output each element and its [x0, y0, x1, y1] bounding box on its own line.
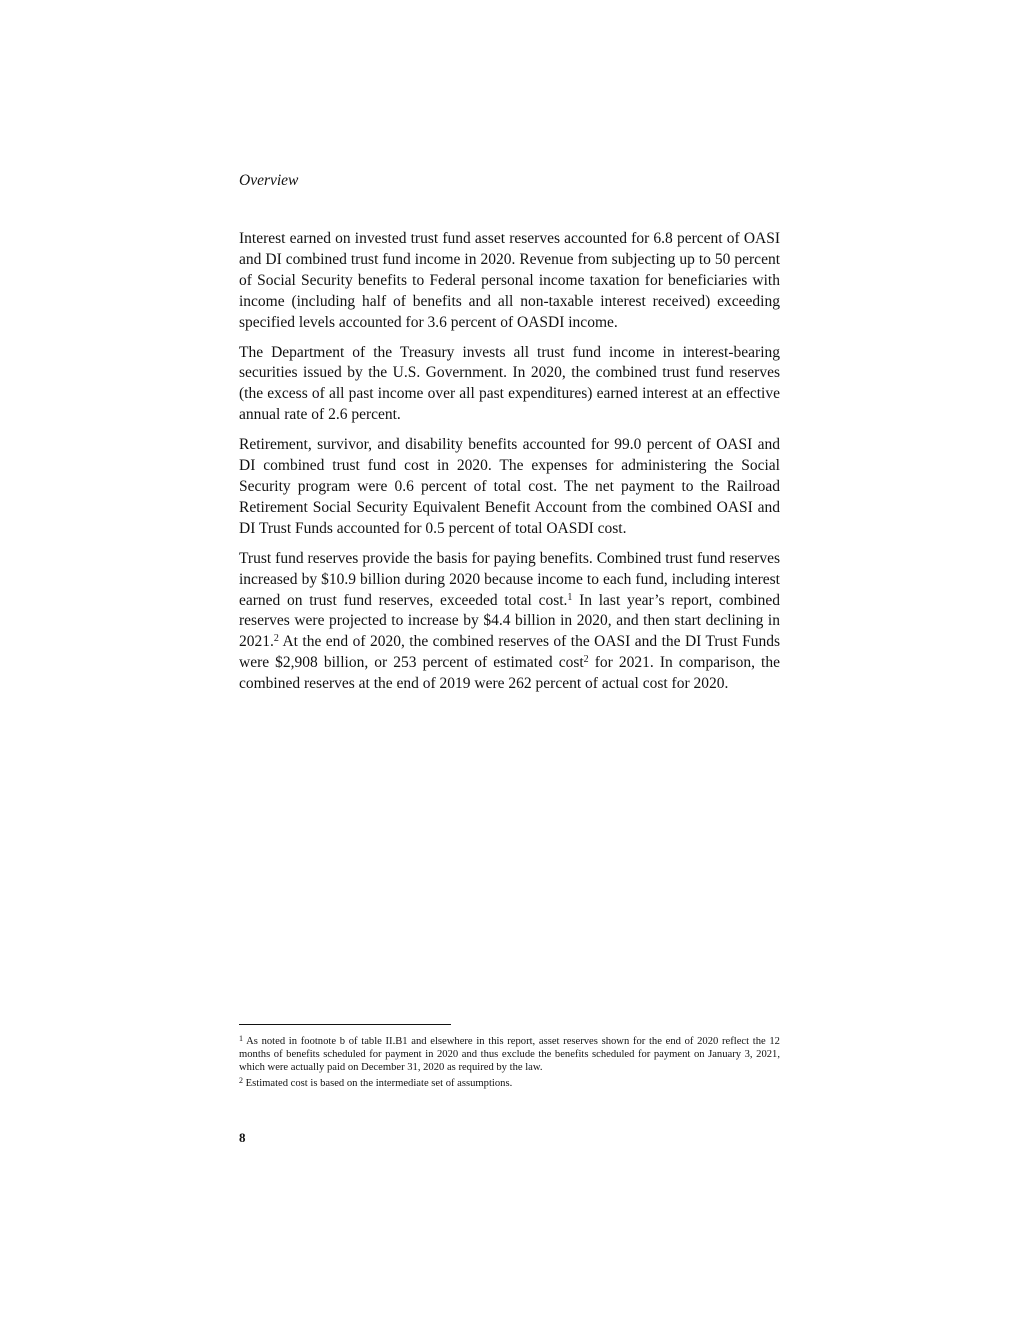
reserves-text-part-2: In last year’s report, combined reserves were projected to increase by $4.4 billion in 2020, and then start declining in 2021. [239, 591, 780, 651]
footnote-text-1: As noted in footnote b of table II.B1 and elsewhere in this report, asset reserves shown for the end of 2020 reflect the 12 months of benefits scheduled for payment in 2020 and thus exclude the benefits scheduled for payment on January 3, 2021, which were actually paid on December 31, 2020 as required by the law. [239, 1036, 780, 1073]
footnote-marker-2: 2 [239, 1076, 243, 1086]
paragraph-benefits-cost: Retirement, survivor, and disability benefits accounted for 99.0 percent of OASI and DI combined trust fund cost in 2020. The expenses for administering the Social Security program were 0.6 percent of total cost. The net payment to the Railroad Retirement Social Security Equivalent Benefit Account from the combined OASI and DI Trust Funds accounted for 0.5 percent of total OASDI cost. [239, 436, 780, 537]
footnote-1 [239, 1036, 780, 1074]
paragraph-treasury-investment: The Department of the Treasury invests all trust fund income in interest-bearing securities issued by the U.S. Government. In 2020, the combined trust fund reserves (the excess of all past income over all past expenditures) earned interest at an effective annual rate of 2.6 percent. [239, 343, 780, 424]
paragraph-interest-income: Interest earned on invested trust fund asset reserves accounted for 6.8 percent of OASI and DI combined trust fund income in 2020. Revenue from subjecting up to 50 percent of Social Security benefits to Federal personal income taxation for beneficiaries with income (including half of benefits and all non-taxable interest received) exceeding specified levels accounted for 3.6 percent of OASDI income. [239, 230, 780, 331]
reserves-text-part-1: Trust fund reserves provide the basis for paying benefits. Combined trust fund reserves increased by $10.9 billion during 2020 because income to each fund, including interest earned on trust fund reserves, exceeded total cost. [239, 549, 780, 609]
footnote-ref-2: 2 [273, 633, 279, 645]
running-header: Overview [239, 172, 299, 189]
footnotes [239, 1036, 780, 1095]
body-text [239, 229, 780, 704]
reserves-text-part-4: for 2021. In comparison, the combined reserves at the end of 2019 were 262 percent of actual cost for 2020. [239, 654, 780, 693]
footnote-text-2: Estimated cost is based on the intermediate set of assumptions. [245, 1078, 513, 1090]
footnote-2 [239, 1078, 780, 1091]
paragraph-trust-fund-reserves [239, 549, 780, 695]
footnote-ref-2-repeat: 2 [583, 654, 589, 666]
reserves-text-part-3: At the end of 2020, the combined reserves of the OASI and the DI Trust Funds were $2,908 billion, or 253 percent of estimated cost [239, 633, 780, 672]
page-number: 8 [239, 1130, 246, 1145]
footnote-marker-1: 1 [239, 1034, 243, 1043]
footnote-ref-1: 1 [567, 591, 573, 603]
footnote-divider [239, 1024, 451, 1025]
